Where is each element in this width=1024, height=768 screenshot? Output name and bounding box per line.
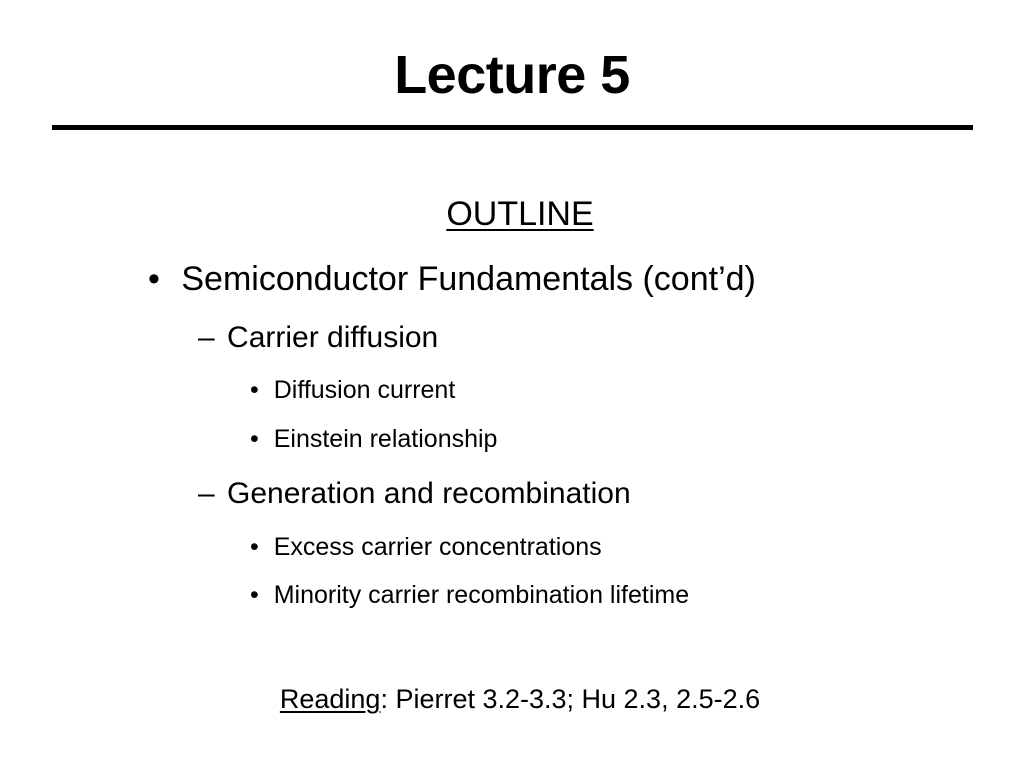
reading-label: Reading: [279, 684, 381, 714]
title-divider: [52, 125, 973, 130]
outline-heading: OUTLINE: [446, 195, 594, 233]
detail-item: [250, 530, 602, 564]
detail-text: Diffusion current: [273, 376, 456, 404]
reading-text: : Pierret 3.2-3.3; Hu 2.3, 2.5-2.6: [380, 684, 761, 714]
subtopic-item: [198, 318, 438, 358]
topic-text: Semiconductor Fundamentals (cont’d): [181, 260, 756, 298]
subtopic-dash: –: [198, 321, 215, 354]
detail-bullet: •: [250, 533, 259, 561]
detail-text: Excess carrier concentrations: [273, 533, 602, 561]
topic-item: [148, 256, 756, 302]
detail-text: Minority carrier recombination lifetime: [273, 581, 690, 609]
detail-text: Einstein relationship: [273, 425, 498, 453]
topic-bullet: •: [148, 260, 160, 298]
subtopic-item: [198, 474, 631, 514]
detail-bullet: •: [250, 376, 259, 404]
detail-item: [250, 578, 689, 612]
detail-bullet: •: [250, 425, 259, 453]
subtopic-dash: –: [198, 477, 215, 510]
detail-item: [250, 422, 497, 456]
subtopic-text: Generation and recombination: [227, 477, 631, 510]
detail-bullet: •: [250, 581, 259, 609]
detail-item: [250, 373, 455, 407]
slide-title: Lecture 5: [394, 45, 630, 105]
reading-line: [0, 681, 1024, 717]
subtopic-text: Carrier diffusion: [227, 321, 439, 354]
